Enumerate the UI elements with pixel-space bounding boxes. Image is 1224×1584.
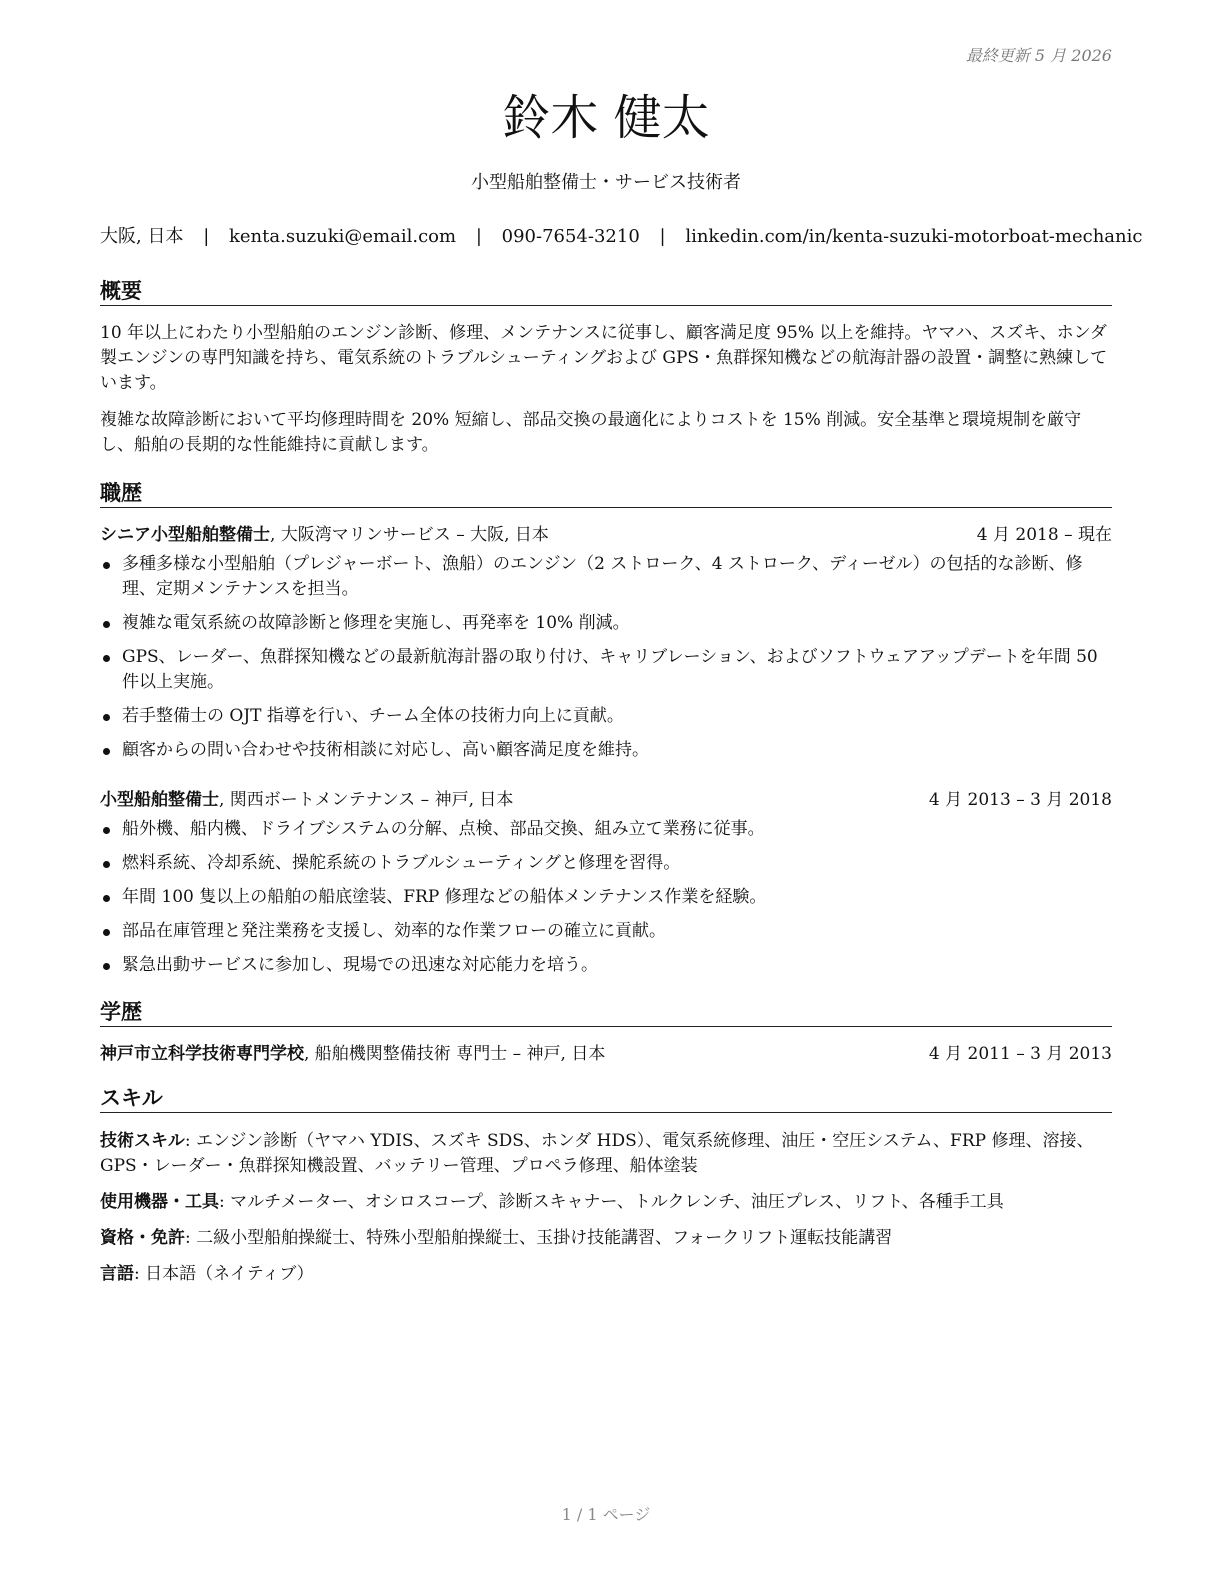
list-item: 船外機、船内機、ドライブシステムの分解、点検、部品交換、組み立て業務に従事。 [100,817,1112,842]
skill-row [100,1262,1112,1287]
skill-label: 技術スキル [100,1131,185,1151]
job-org: , 大阪湾マリンサービス – 大阪, 日本 [270,525,549,545]
education-entry [100,1042,1112,1067]
summary-section [100,321,1112,470]
list-item: 年間 100 隻以上の船舶の船底塗装、FRP 修理などの船体メンテナンス作業を経験。 [100,885,1112,910]
skill-text: : エンジン診断（ヤマハ YDIS、スズキ SDS、ホンダ HDS）、電気系統修理、油圧・空圧システム、FRP 修理、溶接、GPS・レーダー・魚群探知機設置、バッテリー管理、プロペラ修理、船体塗装 [100,1131,1094,1176]
section-heading-education: 学歴 [100,998,1112,1027]
education-header [100,1042,1112,1067]
candidate-name: 鈴木 健太 [502,90,710,146]
contact-location: 大阪, 日本 [100,226,184,247]
skill-label: 使用機器・工具 [100,1192,219,1212]
job-title: 小型船舶整備士・サービス技術者 [471,172,741,193]
skill-text: : 日本語（ネイティブ） [134,1264,314,1284]
education-school: 神戸市立科学技術専門学校 [100,1044,304,1064]
contact-line [100,225,1143,249]
job-header [100,523,1112,548]
skill-row [100,1190,1112,1215]
summary-paragraph: 10 年以上にわたり小型船舶のエンジン診断、修理、メンテナンスに従事し、顧客満足度 95% 以上を維持。ヤマハ、スズキ、ホンダ製エンジンの専門知識を持ち、電気系統のトラブルシューティングおよび GPS・魚群探知機などの航海計器の設置・調整に熟練しています。 [100,323,1108,393]
list-item: 緊急出動サービスに参加し、現場での迅速な対応能力を培う。 [100,953,1112,978]
list-item: 多種多様な小型船舶（プレジャーボート、漁船）のエンジン（2 ストローク、4 ストローク、ディーゼル）の包括的な診断、修理、定期メンテナンスを担当。 [100,552,1112,602]
list-item: 燃料系統、冷却系統、操舵系統のトラブルシューティングと修理を習得。 [100,851,1112,876]
list-item: 複雑な電気系統の故障診断と修理を実施し、再発率を 10% 削減。 [100,611,1112,636]
skill-row [100,1129,1112,1179]
education-dates: 4 月 2011 – 3 月 2013 [928,1044,1112,1064]
contact-separator: | [203,226,210,247]
list-item: 顧客からの問い合わせや技術相談に対応し、高い顧客満足度を維持。 [100,738,1112,763]
contact-linkedin[interactable]: linkedin.com/in/kenta-suzuki-motorboat-mechanic [685,226,1143,247]
contact-phone[interactable]: 090-7654-3210 [501,226,640,247]
job-dates: 4 月 2013 – 3 月 2018 [928,790,1112,810]
education-detail: , 船舶機関整備技術 専門士 – 神戸, 日本 [304,1044,606,1064]
job-bullets [100,552,1112,763]
job-entry [100,523,1112,772]
section-heading-summary: 概要 [100,277,1112,306]
job-role: シニア小型船舶整備士 [100,525,270,545]
job-entry [100,788,1112,987]
job-org: , 関西ボートメンテナンス – 神戸, 日本 [219,790,514,810]
resume-page [100,0,1143,1584]
contact-email[interactable]: kenta.suzuki@email.com [229,226,457,247]
job-header [100,788,1112,813]
section-heading-skills: スキル [100,1084,1112,1113]
job-dates: 4 月 2018 – 現在 [976,525,1112,545]
list-item: GPS、レーダー、魚群探知機などの最新航海計器の取り付け、キャリブレーション、およびソフトウェアアップデートを年間 50 件以上実施。 [100,645,1112,695]
skill-label: 言語 [100,1264,134,1284]
skill-row [100,1226,1112,1251]
page-number: 1 / 1 ページ [561,1505,651,1524]
job-role: 小型船舶整備士 [100,790,219,810]
contact-separator: | [475,226,482,247]
skills-section [100,1129,1112,1298]
skill-label: 資格・免許 [100,1228,185,1248]
section-heading-experience: 職歴 [100,479,1112,508]
job-bullets [100,817,1112,978]
skill-text: : 二級小型船舶操縦士、特殊小型船舶操縦士、玉掛け技能講習、フォークリフト運転技能講習 [185,1228,893,1248]
skill-text: : マルチメーター、オシロスコープ、診断スキャナー、トルクレンチ、油圧プレス、リフト、各種手工具 [219,1192,1004,1212]
list-item: 若手整備士の OJT 指導を行い、チーム全体の技術力向上に貢献。 [100,704,1112,729]
contact-separator: | [659,226,666,247]
summary-paragraph: 複雑な故障診断において平均修理時間を 20% 短縮し、部品交換の最適化によりコストを 15% 削減。安全基準と環境規制を厳守し、船舶の長期的な性能維持に貢献します。 [100,410,1082,455]
list-item: 部品在庫管理と発注業務を支援し、効率的な作業フローの確立に貢献。 [100,919,1112,944]
last-updated: 最終更新 5 月 2026 [965,46,1112,65]
